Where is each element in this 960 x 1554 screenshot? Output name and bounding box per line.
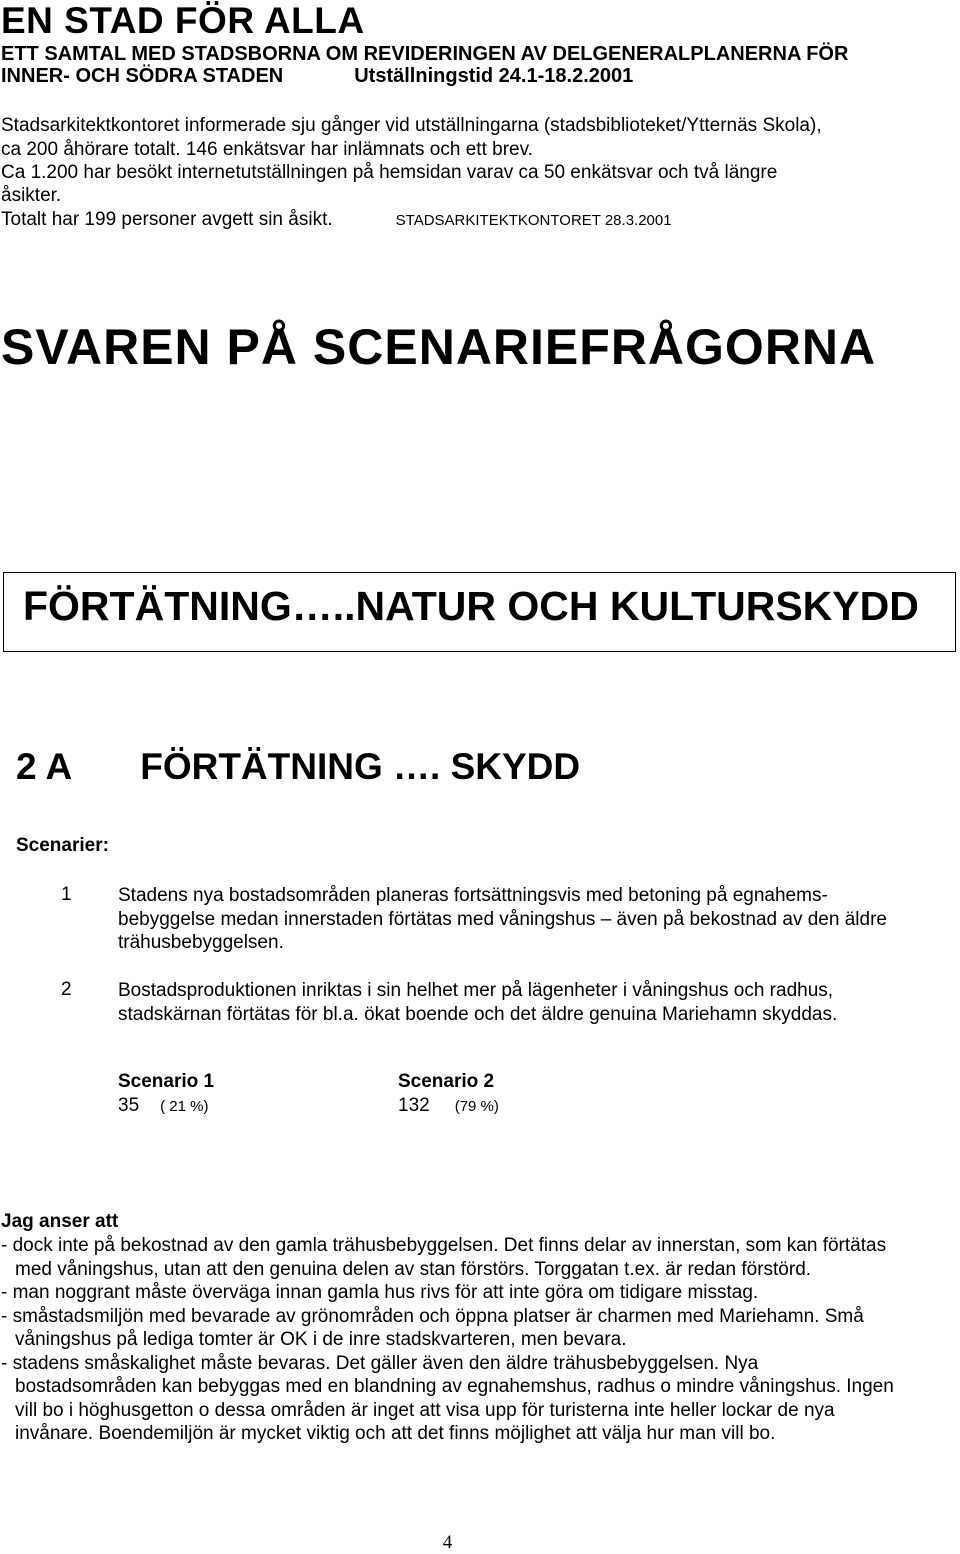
scenarios-label: Scenarier:	[16, 835, 109, 856]
document-subtitle-line2	[1, 65, 633, 88]
boxed-heading: FÖRTÄTNING…..NATUR OCH KULTURSKYDD	[23, 583, 919, 629]
section-heading	[16, 746, 580, 788]
section-number: 2 A	[16, 746, 73, 787]
opinions-heading: Jag anser att	[1, 1211, 119, 1232]
scenario-item-number: 1	[61, 884, 72, 905]
exhibition-dates: Utställningstid 24.1-18.2.2001	[354, 65, 634, 87]
scenario1-count: 35	[118, 1095, 140, 1116]
opinion-item: - stadens småskalighet måste bevaras. Det gäller även den äldre trähusbebyggelsen. Nya bostadsområden kan bebyggas med en blandning av egnahemshus, radhus o mindre våningshus. Ingen vill bo i höghusgetton o dessa områden är inget att visa upp för turisterna inte heller lockar de nya invånare. Boendemiljön är mycket viktig och att det finns möjlighet att välja hur man vill bo.	[1, 1352, 894, 1444]
subtitle-area: INNER- OCH SÖDRA STADEN	[1, 65, 284, 87]
scenario2-count: 132	[398, 1095, 430, 1116]
intro-line-1: Stadsarkitektkontoret informerade sju gånger vid utställningarna (stadsbiblioteket/Ytternäs Skola),	[1, 115, 822, 136]
scenario-item-number: 2	[61, 979, 72, 1000]
document-title: EN STAD FÖR ALLA	[1, 0, 365, 41]
scenario1-label: Scenario 1	[118, 1071, 215, 1092]
opinion-item: - man noggrant måste överväga innan gamla hus rivs för att inte göra om tidigare misstag.	[1, 1282, 759, 1303]
scenario-item-text: Bostadsproduktionen inriktas i sin helhet mer på lägenheter i våningshus och radhus, stadskärnan förtätas för bl.a. ökat boende och det äldre genuina Mariehamn skyddas.	[118, 980, 838, 1025]
intro-line-3: Ca 1.200 har besökt internetutställningen på hemsidan varav ca 50 enkätsvar och två längre	[1, 162, 778, 183]
scenario2-label: Scenario 2	[398, 1071, 495, 1092]
opinions-list	[1, 1234, 901, 1446]
scenario1-percent: ( 21 %)	[160, 1098, 209, 1115]
section-title: FÖRTÄTNING …. SKYDD	[140, 746, 581, 787]
scenario2-result	[398, 1095, 499, 1117]
opinion-item: - småstadsmiljön med bevarade av grönområden och öppna platser är charmen med Mariehamn. Små våningshus på lediga tomter är OK i de inre stadskvarteren, men bevara.	[1, 1305, 864, 1350]
main-heading: SVAREN PÅ SCENARIEFRÅGORNA	[1, 319, 877, 375]
scenario-item-text: Stadens nya bostadsområden planeras fortsättningsvis med betoning på egnahems-bebyggelse medan innerstaden förtätas med våningshus – även på bekostnad av den äldre trähusbebyggelsen.	[118, 885, 887, 953]
intro-line-4: åsikter.	[1, 185, 62, 206]
page-number: 4	[442, 1532, 453, 1553]
intro-line-2: ca 200 åhörare totalt. 146 enkätsvar har inlämnats och ett brev.	[1, 139, 533, 160]
scenario2-percent: (79 %)	[454, 1098, 499, 1115]
opinion-item: - dock inte på bekostnad av den gamla trähusbebyggelsen. Det finns delar av innerstan, som kan förtätas med våningshus, utan att den genuina delen av stan förstörs. Torggatan t.ex. är redan förstörd.	[1, 1235, 887, 1280]
boxed-heading-frame	[3, 572, 956, 652]
intro-line-5	[1, 208, 672, 233]
office-date: STADSARKITEKTKONTORET 28.3.2001	[395, 212, 672, 229]
document-subtitle-line1: ETT SAMTAL MED STADSBORNA OM REVIDERINGEN AV DELGENERALPLANERNA FÖR	[1, 43, 849, 65]
scenario1-result	[118, 1095, 209, 1117]
total-respondents: Totalt har 199 personer avgett sin åsikt.	[1, 209, 333, 230]
